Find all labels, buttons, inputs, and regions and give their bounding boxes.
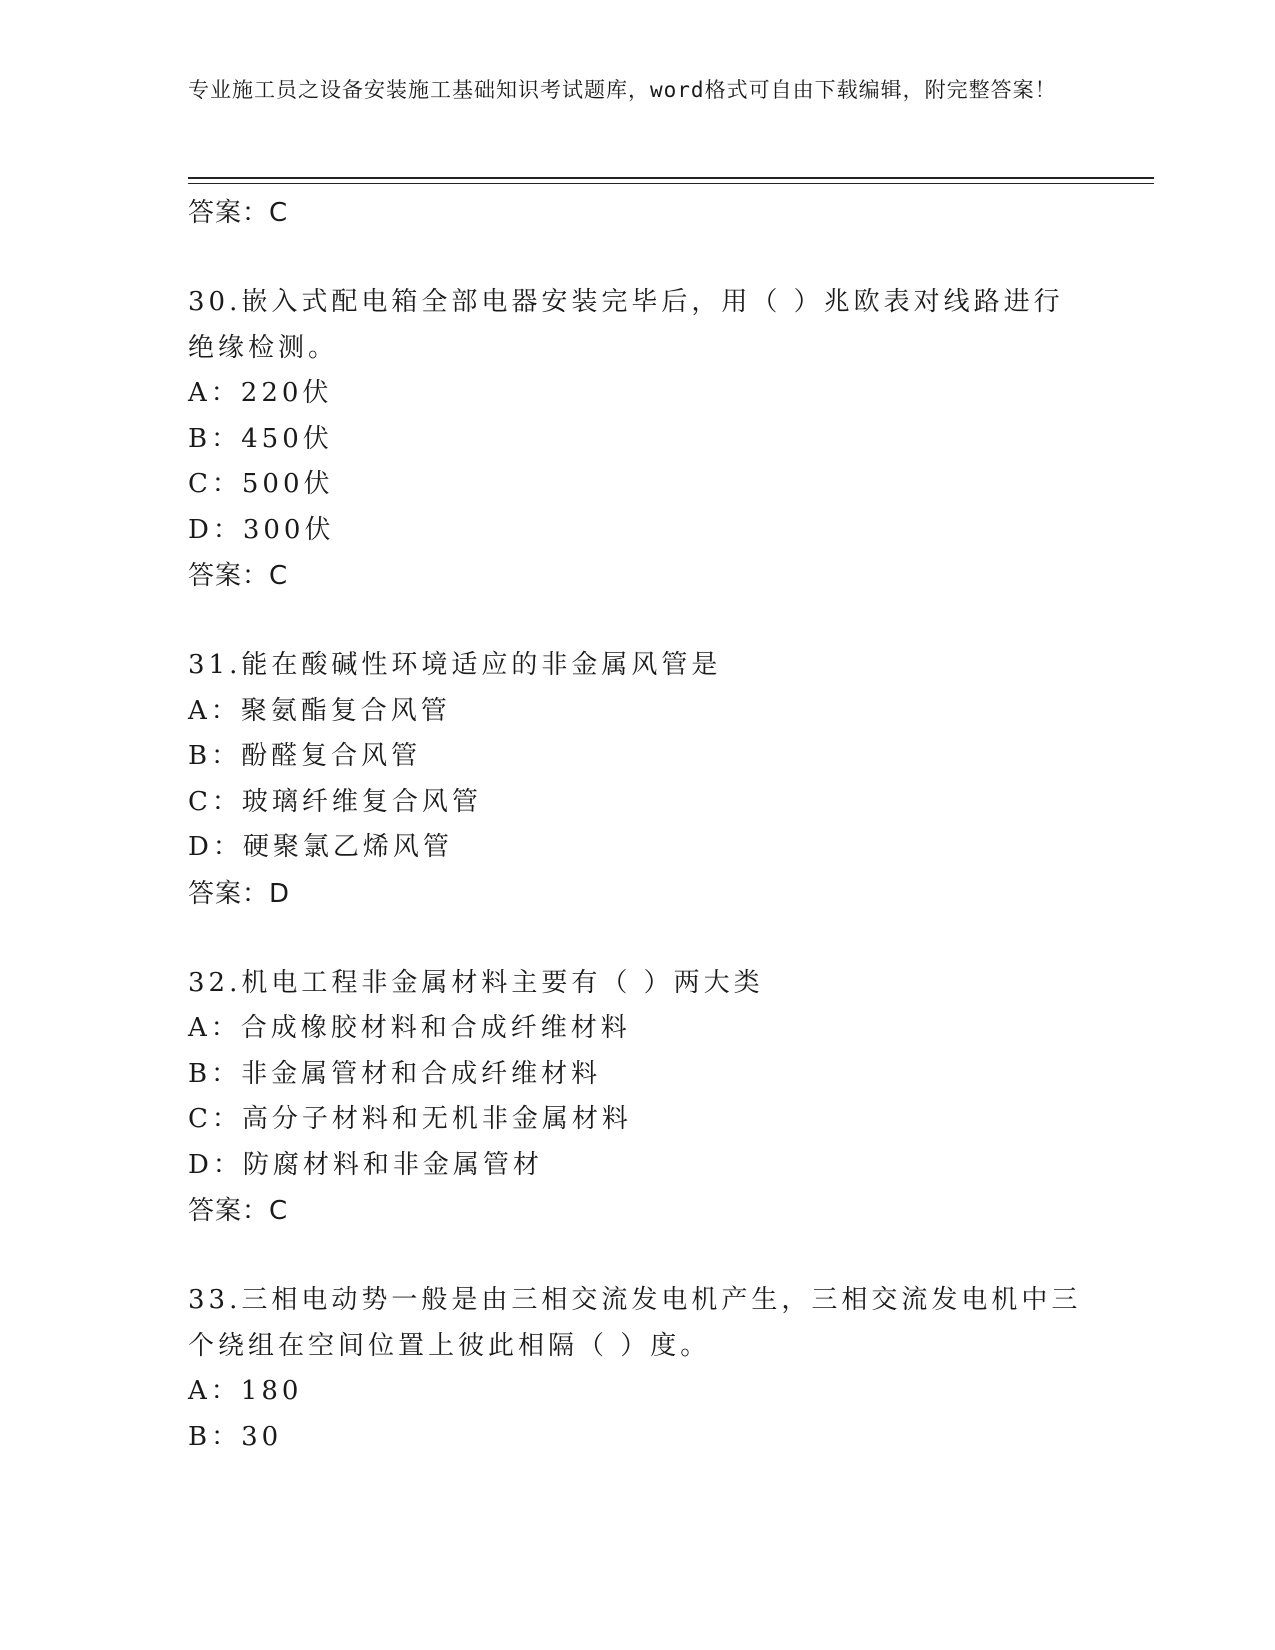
option-d: D：300伏 xyxy=(188,514,335,545)
option-c: C：高分子材料和无机非金属材料 xyxy=(188,1104,632,1134)
option-a: A：180 xyxy=(188,1376,303,1406)
option-a: A：220伏 xyxy=(188,378,333,408)
answer-line: 答案：C xyxy=(188,1196,289,1226)
document-header: 专业施工员之设备安装施工基础知识考试题库，word格式可自由下载编辑，附完整答案！ xyxy=(188,78,1057,102)
answer-line: 答案：C xyxy=(188,561,289,591)
question-text: 31.能在酸碱性环境适应的非金属风管是 xyxy=(188,650,722,680)
header-divider-thin xyxy=(188,183,1154,184)
option-c: C：500伏 xyxy=(188,469,334,499)
option-b: B：450伏 xyxy=(188,423,333,454)
question-text: 32.机电工程非金属材料主要有（ ）两大类 xyxy=(188,967,764,998)
option-c: C：玻璃纤维复合风管 xyxy=(188,786,482,817)
option-a: A：合成橡胶材料和合成纤维材料 xyxy=(188,1013,631,1043)
header-divider-thick xyxy=(188,177,1154,179)
answer-line: 答案：C xyxy=(188,198,289,228)
option-a: A：聚氨酯复合风管 xyxy=(188,695,451,726)
question-text: 30.嵌入式配电箱全部电器安装完毕后，用（ ）兆欧表对线路进行绝缘检测。 xyxy=(188,287,1064,363)
option-d: D：防腐材料和非金属管材 xyxy=(188,1149,543,1180)
option-b: B：非金属管材和合成纤维材料 xyxy=(188,1058,602,1089)
question-text: 33.三相电动势一般是由三相交流发电机产生，三相交流发电机中三个绕组在空间位置上彼此相隔（ ）度。 xyxy=(188,1285,1082,1361)
question-33 xyxy=(188,1278,1088,1460)
question-31 xyxy=(188,643,1088,917)
answer-line: 答案：D xyxy=(188,878,291,909)
question-30 xyxy=(188,280,1088,599)
option-b: B：酚醛复合风管 xyxy=(188,741,422,771)
option-d: D：硬聚氯乙烯风管 xyxy=(188,832,453,862)
question-32 xyxy=(188,961,1088,1235)
question-list xyxy=(188,190,1088,1460)
option-b: B：30 xyxy=(188,1421,283,1452)
